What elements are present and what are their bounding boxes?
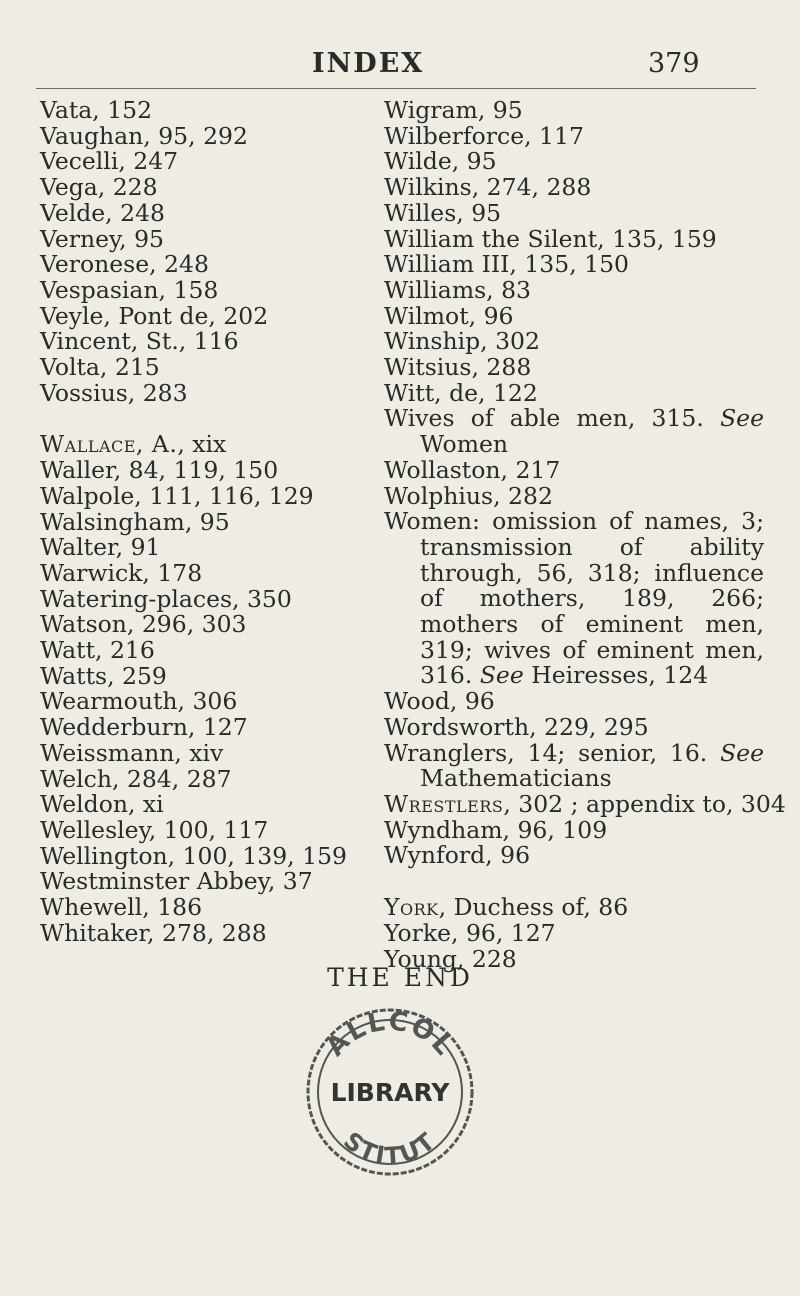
entry-text: , 302 ; appendix to, 304	[503, 789, 786, 818]
entry-text: Witsius, 288	[384, 353, 532, 382]
entry-text: Young, 228	[384, 944, 517, 973]
stamp-middle-text: LIBRARY	[330, 1078, 450, 1107]
entry-text: Wranglers, 14; senior, 16.	[384, 738, 708, 767]
entry-text: Wilberforce, 117	[384, 121, 584, 150]
entry-text: Veyle, Pont de, 202	[40, 301, 269, 330]
index-entry	[40, 275, 360, 304]
see-reference-target: Heiresses, 124	[531, 661, 709, 690]
index-entry	[40, 612, 360, 638]
entry-text: , xix	[177, 430, 227, 459]
entry-text: Wollaston, 217	[384, 455, 561, 484]
entry-text: Weldon, xi	[40, 790, 164, 819]
entry-text: Wellington, 100, 139, 159	[40, 841, 347, 870]
svg-text:ALLCOL	[321, 1006, 460, 1062]
entry-text: Velde, 248	[40, 198, 165, 227]
entry-text: Yorke, 96, 127	[384, 918, 556, 947]
index-entry	[40, 481, 360, 510]
index-entry	[384, 224, 764, 253]
index-entry	[40, 175, 360, 201]
entry-text: Wearmouth, 306	[40, 687, 238, 716]
index-entry	[40, 738, 360, 767]
entry-text: Welch, 284, 287	[40, 764, 232, 793]
entry-text: Walsingham, 95	[40, 507, 230, 536]
section-gap	[40, 406, 360, 432]
section-gap	[384, 869, 764, 895]
entry-text: Women: omission of names, 3; transmission of ability through, 56, 318; influence of mothers, 189, 266; mothers of eminent men, 319; wives of eminent men, 316.	[384, 507, 764, 690]
header-rule	[36, 88, 756, 89]
entry-text: Verney, 95	[40, 224, 164, 253]
index-entry	[40, 918, 360, 947]
entry-text: Vespasian, 158	[40, 275, 219, 304]
index-entry	[384, 712, 764, 741]
entry-heading-smallcaps: York	[384, 893, 439, 922]
entry-text: Watering-places, 350	[40, 584, 292, 613]
index-entry	[40, 638, 360, 664]
see-reference-label: See	[479, 661, 524, 690]
entry-text: Watts, 259	[40, 661, 167, 690]
index-entry	[384, 175, 764, 201]
entry-text: Wilmot, 96	[384, 301, 514, 330]
index-entry	[40, 224, 360, 253]
entry-text: Watt, 216	[40, 636, 155, 665]
stamp-top-text: ALLCOL	[320, 1006, 460, 1063]
index-entry	[40, 378, 360, 407]
entry-text: Vincent, St., 116	[40, 327, 239, 356]
index-entry	[40, 198, 360, 227]
index-entry	[40, 252, 360, 278]
entry-text: Wedderburn, 127	[40, 713, 248, 742]
entry-text: Witt, de, 122	[384, 378, 538, 407]
index-entry	[384, 121, 764, 150]
entry-text: Vata, 152	[40, 96, 153, 124]
entry-text: Winship, 302	[384, 327, 540, 356]
entry-text: Westminster Abbey, 37	[40, 867, 313, 896]
the-end-text: THE END	[327, 963, 473, 992]
index-entry	[384, 149, 764, 175]
see-reference-target: Mathematicians	[420, 764, 612, 793]
right-index-column	[384, 96, 786, 973]
entry-text: Waller, 84, 119, 150	[40, 456, 279, 485]
index-entry	[384, 455, 764, 484]
index-entry	[384, 789, 786, 818]
entry-text: Walpole, 111, 116, 129	[40, 481, 314, 510]
index-entry	[384, 355, 764, 381]
entry-text: Williams, 83	[384, 275, 532, 304]
entry-text: Wyndham, 96, 109	[384, 815, 608, 844]
index-entry	[40, 535, 360, 561]
entry-text: Walter, 91	[40, 533, 161, 562]
entry-text: Wynford, 96	[384, 841, 531, 870]
entry-text: Veronese, 248	[40, 250, 209, 279]
entry-text: Wordsworth, 229, 295	[384, 712, 649, 741]
index-entry	[40, 689, 360, 715]
library-stamp-icon	[300, 1000, 480, 1180]
entry-text: Wellesley, 100, 117	[40, 815, 269, 844]
entry-text: Wilkins, 274, 288	[384, 173, 592, 202]
svg-text:STITUT	[338, 1126, 441, 1170]
index-entry	[384, 738, 764, 793]
index-entry	[40, 895, 360, 921]
page-number: 379	[648, 48, 700, 79]
index-title: INDEX	[312, 48, 425, 79]
see-reference-label: See	[720, 738, 764, 767]
entry-text: Whitaker, 278, 288	[40, 918, 267, 947]
index-entry	[40, 301, 360, 330]
entry-text: Wilde, 95	[384, 147, 497, 176]
entry-text: Vecelli, 247	[40, 147, 179, 176]
index-entry	[384, 815, 764, 844]
index-entry	[40, 715, 360, 741]
index-entry	[40, 355, 360, 381]
index-entry	[384, 843, 764, 869]
entry-text: Wigram, 95	[384, 96, 523, 124]
entry-text: Wives of able men, 315.	[384, 404, 704, 433]
index-entry	[40, 507, 360, 536]
see-reference-label: See	[720, 404, 764, 433]
page-header	[0, 48, 800, 88]
entry-text: Watson, 296, 303	[40, 610, 247, 639]
index-entry	[40, 661, 360, 690]
index-entry	[40, 841, 360, 870]
index-entry	[384, 252, 764, 278]
stamp-bottom-text: STITUT	[338, 1126, 442, 1171]
index-entry	[384, 895, 764, 921]
index-entry	[40, 121, 360, 150]
index-entry	[40, 869, 360, 895]
index-entry	[40, 458, 360, 484]
index-entry	[40, 764, 360, 793]
index-entry	[384, 329, 764, 355]
index-entry	[40, 792, 360, 818]
index-entry	[40, 149, 360, 175]
index-entry	[384, 275, 764, 304]
entry-text: Weissmann, xiv	[40, 738, 224, 767]
index-entry	[384, 509, 764, 689]
entry-heading-smallcaps: Wallace, A.	[40, 430, 178, 459]
see-reference-target: Women	[420, 430, 509, 459]
index-entry	[384, 481, 764, 510]
entry-text: Vega, 228	[40, 173, 158, 202]
entry-text: Willes, 95	[384, 198, 502, 227]
entry-heading-smallcaps: Wrestlers	[384, 789, 504, 818]
entry-text: Whewell, 186	[40, 893, 203, 922]
entry-text: Vaughan, 95, 292	[40, 121, 248, 150]
left-index-column	[40, 98, 360, 947]
index-entry	[384, 918, 764, 947]
index-entry	[384, 301, 764, 330]
index-entry	[384, 406, 764, 457]
index-entry	[40, 98, 360, 124]
index-entry	[40, 558, 360, 587]
index-entry	[384, 98, 764, 124]
entry-text: Volta, 215	[40, 353, 160, 382]
index-entry	[40, 432, 360, 458]
index-entry	[384, 689, 764, 715]
entry-text: Wolphius, 282	[384, 481, 553, 510]
entry-text: Vossius, 283	[40, 378, 188, 407]
entry-text: William III, 135, 150	[384, 250, 630, 279]
index-entry	[40, 329, 360, 355]
index-entry	[40, 584, 360, 613]
index-entry	[384, 378, 764, 407]
index-entry	[40, 815, 360, 844]
entry-text: Wood, 96	[384, 687, 495, 716]
entry-text: William the Silent, 135, 159	[384, 224, 717, 253]
entry-text: Warwick, 178	[40, 558, 203, 587]
index-entry	[384, 198, 764, 227]
entry-text: , Duchess of, 86	[438, 893, 629, 922]
